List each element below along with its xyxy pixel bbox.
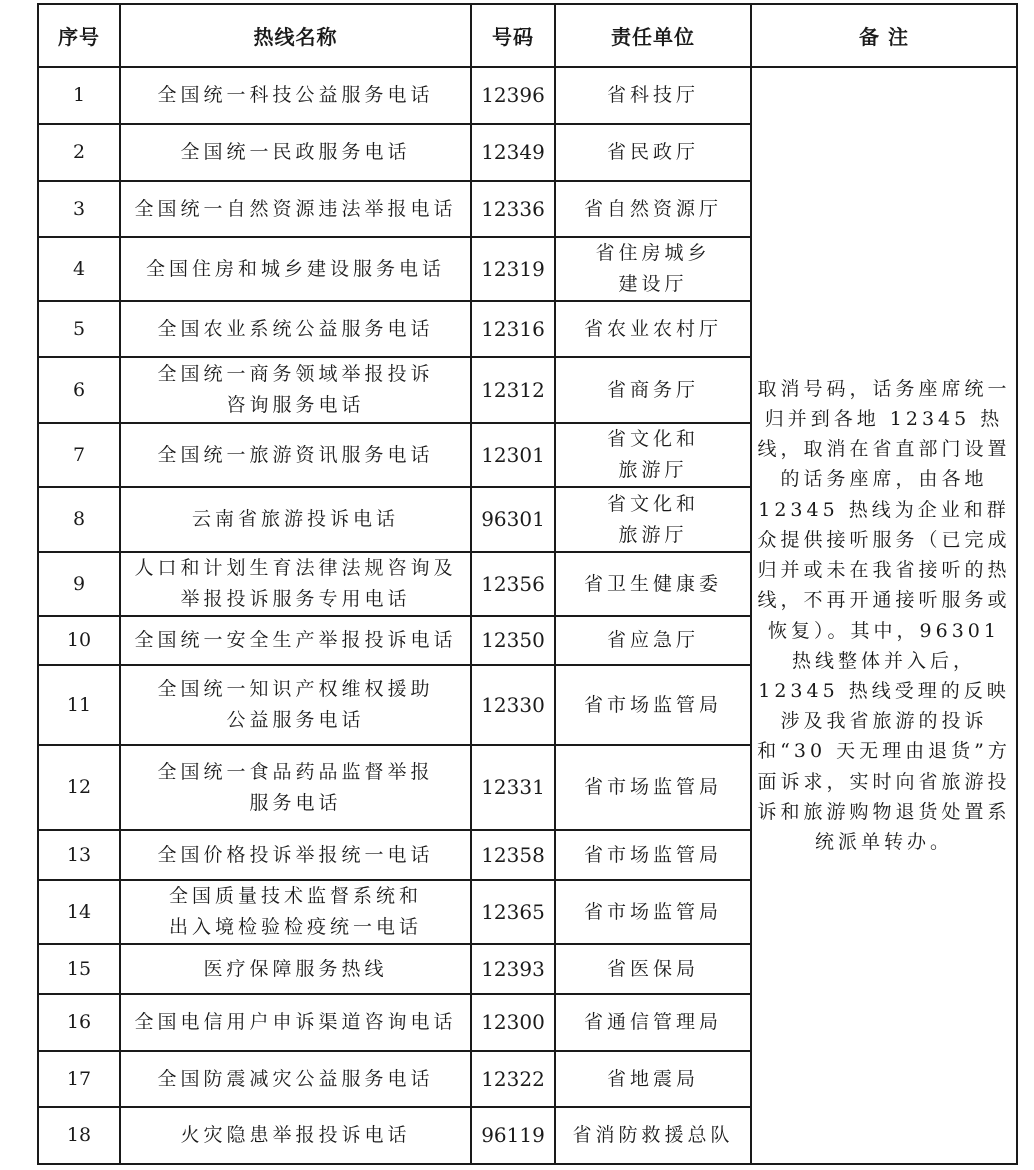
hotline-name-line: 云南省旅游投诉电话 <box>191 508 399 530</box>
responsible-unit-line: 建设厅 <box>618 273 688 295</box>
cell-no: 2 <box>38 124 120 181</box>
responsible-unit-line: 省市场监管局 <box>583 776 722 798</box>
responsible-unit-line: 旅游厅 <box>618 459 688 481</box>
responsible-unit-line: 省市场监管局 <box>583 900 722 923</box>
responsible-unit-line: 省文化和 <box>606 492 699 515</box>
cell-responsible-unit <box>555 1107 751 1164</box>
cell-hotline-name <box>120 1051 471 1107</box>
cell-responsible-unit <box>555 994 751 1051</box>
responsible-unit-line: 旅游厅 <box>618 523 688 546</box>
cell-responsible-unit <box>555 552 751 616</box>
cell-number: 12336 <box>471 181 555 237</box>
hotline-name-line: 服务电话 <box>249 791 342 814</box>
cell-number: 12300 <box>471 994 555 1051</box>
responsible-unit-line: 省市场监管局 <box>583 693 722 716</box>
responsible-unit-line: 省农业农村厅 <box>583 317 722 340</box>
hotline-name-line: 全国统一旅游资讯服务电话 <box>157 443 434 466</box>
cell-hotline-name <box>120 944 471 994</box>
cell-number: 96301 <box>471 487 555 552</box>
cell-no: 1 <box>38 67 120 124</box>
cell-hotline-name <box>120 67 471 124</box>
cell-number: 12312 <box>471 357 555 423</box>
cell-number: 12301 <box>471 423 555 487</box>
responsible-unit-line: 省卫生健康委 <box>583 572 722 595</box>
cell-no: 7 <box>38 423 120 487</box>
hotline-name-line: 全国质量技术监督系统和 <box>168 885 422 907</box>
cell-responsible-unit <box>555 830 751 880</box>
responsible-unit-line: 省医保局 <box>606 957 699 980</box>
responsible-unit-line: 省科技厅 <box>606 84 699 106</box>
cell-number: 12356 <box>471 552 555 616</box>
cell-responsible-unit <box>555 616 751 665</box>
hotline-name-line: 全国统一科技公益服务电话 <box>157 84 434 106</box>
responsible-unit-line: 省地震局 <box>606 1067 699 1090</box>
cell-no: 16 <box>38 994 120 1051</box>
cell-responsible-unit <box>555 944 751 994</box>
hotline-name-line: 全国住房和城乡建设服务电话 <box>145 257 445 280</box>
responsible-unit-line: 省通信管理局 <box>583 1011 722 1033</box>
table-row <box>38 67 1017 124</box>
header-no: 序号 <box>38 4 120 67</box>
cell-responsible-unit <box>555 880 751 944</box>
hotline-name-line: 全国统一民政服务电话 <box>180 141 411 163</box>
cell-responsible-unit <box>555 487 751 552</box>
cell-no: 15 <box>38 944 120 994</box>
hotline-name-line: 全国防震减灾公益服务电话 <box>157 1067 434 1090</box>
cell-no: 9 <box>38 552 120 616</box>
cell-hotline-name <box>120 237 471 301</box>
header-unit: 责任单位 <box>555 4 751 67</box>
cell-hotline-name <box>120 552 471 616</box>
cell-hotline-name <box>120 994 471 1051</box>
cell-hotline-name <box>120 487 471 552</box>
cell-hotline-name <box>120 880 471 944</box>
cell-hotline-name <box>120 181 471 237</box>
table-header-row <box>38 4 1017 67</box>
cell-no: 10 <box>38 616 120 665</box>
hotline-name-line: 公益服务电话 <box>226 709 365 731</box>
cell-responsible-unit <box>555 67 751 124</box>
cell-number: 12396 <box>471 67 555 124</box>
cell-number: 12322 <box>471 1051 555 1107</box>
responsible-unit-line: 省消防救援总队 <box>572 1124 734 1146</box>
cell-hotline-name <box>120 616 471 665</box>
cell-hotline-name <box>120 423 471 487</box>
cell-note: 取消号码，话务座席统一归并到各地 12345 热线，取消在省直部门设置的话务座席，由各地 12345 热线为企业和群众提供接听服务（已完成归并或未在我省接听的热线，不再开通接听服务或恢复）。其中，96301 热线整体并入后，12345 热线受理的反映涉及我省旅游的投诉和“30 天无理由退货”方面诉求，实时向省旅游投诉和旅游购物退货处置系统派单转办。 <box>751 67 1017 1164</box>
hotline-name-line: 咨询服务电话 <box>226 394 365 416</box>
responsible-unit-line: 省商务厅 <box>606 378 699 401</box>
cell-hotline-name <box>120 665 471 745</box>
cell-responsible-unit <box>555 745 751 830</box>
hotline-name-line: 全国统一食品药品监督举报 <box>157 760 434 783</box>
cell-number: 12365 <box>471 880 555 944</box>
hotline-name-line: 火灾隐患举报投诉电话 <box>180 1124 411 1146</box>
hotline-name-line: 全国统一安全生产举报投诉电话 <box>134 629 457 651</box>
hotline-name-line: 举报投诉服务专用电话 <box>180 588 411 610</box>
hotline-name-line: 全国电信用户申诉渠道咨询电话 <box>134 1011 457 1033</box>
cell-no: 5 <box>38 301 120 357</box>
cell-responsible-unit <box>555 181 751 237</box>
cell-hotline-name <box>120 124 471 181</box>
responsible-unit-line: 省住房城乡 <box>595 242 711 264</box>
hotline-name-line: 全国价格投诉举报统一电话 <box>157 843 434 866</box>
cell-number: 12316 <box>471 301 555 357</box>
cell-number: 12331 <box>471 745 555 830</box>
hotline-name-line: 全国农业系统公益服务电话 <box>157 317 434 340</box>
cell-number: 12358 <box>471 830 555 880</box>
cell-no: 3 <box>38 181 120 237</box>
cell-number: 96119 <box>471 1107 555 1164</box>
cell-responsible-unit <box>555 1051 751 1107</box>
header-number: 号码 <box>471 4 555 67</box>
hotline-table <box>37 3 1018 1165</box>
cell-number: 12349 <box>471 124 555 181</box>
cell-responsible-unit <box>555 423 751 487</box>
cell-number: 12319 <box>471 237 555 301</box>
responsible-unit-line: 省民政厅 <box>606 141 699 163</box>
hotline-name-line: 出入境检验检疫统一电话 <box>168 916 422 938</box>
cell-responsible-unit <box>555 357 751 423</box>
cell-no: 18 <box>38 1107 120 1164</box>
responsible-unit-line: 省文化和 <box>606 428 699 450</box>
cell-responsible-unit <box>555 124 751 181</box>
cell-hotline-name <box>120 745 471 830</box>
hotline-name-line: 全国统一知识产权维权援助 <box>157 678 434 700</box>
cell-no: 11 <box>38 665 120 745</box>
cell-no: 17 <box>38 1051 120 1107</box>
cell-responsible-unit <box>555 665 751 745</box>
header-name: 热线名称 <box>120 4 471 67</box>
cell-hotline-name <box>120 301 471 357</box>
cell-no: 4 <box>38 237 120 301</box>
hotline-name-line: 人口和计划生育法律法规咨询及 <box>134 557 457 579</box>
cell-hotline-name <box>120 830 471 880</box>
cell-no: 14 <box>38 880 120 944</box>
cell-number: 12330 <box>471 665 555 745</box>
cell-hotline-name <box>120 1107 471 1164</box>
responsible-unit-line: 省自然资源厅 <box>583 197 722 220</box>
cell-no: 12 <box>38 745 120 830</box>
hotline-name-line: 医疗保障服务热线 <box>203 957 388 980</box>
cell-no: 13 <box>38 830 120 880</box>
responsible-unit-line: 省应急厅 <box>606 629 699 651</box>
cell-number: 12393 <box>471 944 555 994</box>
cell-responsible-unit <box>555 237 751 301</box>
responsible-unit-line: 省市场监管局 <box>583 843 722 866</box>
cell-no: 6 <box>38 357 120 423</box>
cell-no: 8 <box>38 487 120 552</box>
cell-responsible-unit <box>555 301 751 357</box>
cell-number: 12350 <box>471 616 555 665</box>
hotline-name-line: 全国统一商务领域举报投诉 <box>157 363 434 385</box>
header-note: 备 注 <box>751 4 1017 67</box>
cell-hotline-name <box>120 357 471 423</box>
hotline-name-line: 全国统一自然资源违法举报电话 <box>134 197 457 220</box>
